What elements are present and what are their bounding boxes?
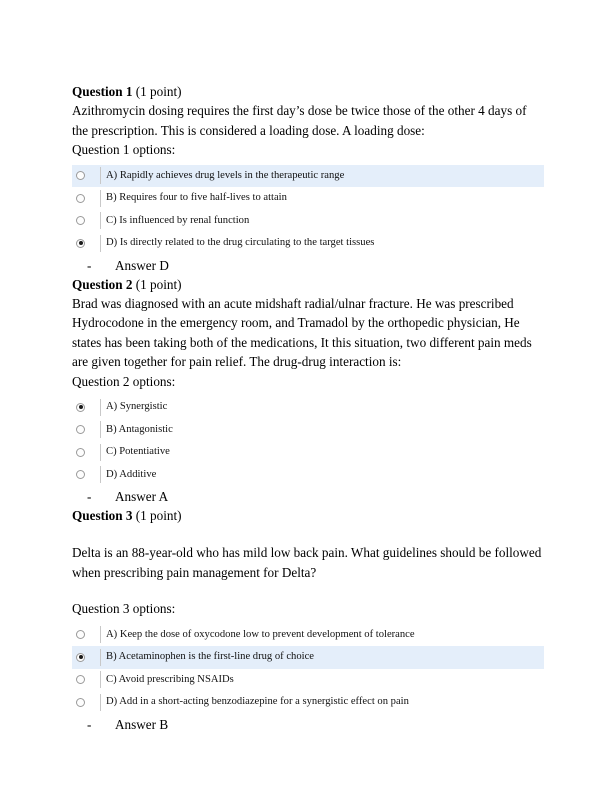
question-options-label-2: Question 2 options: (72, 373, 176, 389)
question-body-1: Azithromycin dosing requires the first day’s dose be twice those of the other 4 days of the prescription. This is considered a loading dose. A loading dose: (72, 103, 527, 138)
option-row[interactable] (72, 669, 544, 692)
document-content (72, 82, 542, 734)
option-divider (100, 466, 101, 483)
option-label: C) Is influenced by renal function (106, 214, 250, 226)
option-label: B) Acetaminophen is the first-line drug of choice (106, 651, 314, 663)
option-divider (100, 235, 101, 252)
options-list-3 (72, 624, 544, 714)
option-label: D) Additive (106, 468, 157, 480)
question-block-3 (72, 506, 542, 734)
answer-bullet-dash: - (87, 257, 92, 273)
radio-button-icon[interactable] (76, 698, 85, 707)
question-block-2 (72, 275, 542, 507)
answer-bullet-dash: - (87, 489, 92, 504)
radio-button-icon[interactable] (76, 239, 85, 248)
radio-button-icon[interactable] (76, 216, 85, 225)
option-row[interactable] (72, 691, 544, 714)
option-row[interactable] (72, 396, 544, 419)
radio-button-icon[interactable] (76, 425, 85, 434)
option-row[interactable] (72, 441, 544, 464)
radio-button-icon[interactable] (76, 171, 85, 180)
radio-button-icon[interactable] (76, 403, 85, 412)
question-options-label-1: Question 1 options: (72, 142, 176, 157)
question-heading-1 (72, 82, 542, 101)
option-label: B) Requires four to five half-lives to attain (106, 192, 287, 204)
question-title-3: Question 3 (72, 508, 133, 523)
options-list-1 (72, 165, 544, 255)
option-label: D) Add in a short-acting benzodiazepine for a synergistic effect on pain (106, 696, 409, 708)
radio-button-icon[interactable] (76, 448, 85, 457)
option-row[interactable] (72, 232, 544, 255)
option-row[interactable] (72, 165, 544, 188)
question-points-1: (1 point) (135, 84, 182, 99)
option-divider (100, 671, 101, 688)
answer-line-1 (72, 256, 542, 275)
option-label: B) Antagonistic (106, 423, 173, 435)
option-label: A) Synergistic (106, 401, 168, 413)
answer-line-3 (72, 715, 542, 734)
option-divider (100, 421, 101, 438)
option-label: A) Rapidly achieves drug levels in the therapeutic range (106, 169, 345, 181)
option-label: C) Potentiative (106, 446, 170, 458)
answer-text: Answer D (115, 257, 169, 273)
option-row[interactable] (72, 464, 544, 487)
radio-button-icon[interactable] (76, 675, 85, 684)
question-body-3: Delta is an 88-year-old who has mild low back pain. What guidelines should be followed when prescribing pain management for Delta? (72, 545, 542, 580)
option-row[interactable] (72, 187, 544, 210)
option-row[interactable] (72, 624, 544, 647)
option-divider (100, 694, 101, 711)
question-title-2: Question 2 (72, 276, 133, 292)
option-label: D) Is directly related to the drug circulating to the target tissues (106, 237, 375, 249)
option-divider (100, 399, 101, 416)
answer-text: Answer B (115, 716, 169, 732)
answer-line-2 (72, 487, 542, 506)
question-body-2: Brad was diagnosed with an acute midshaft radial/ulnar fracture. He was prescribed Hydrocodone in the emergency room, and Tramadol by the orthopedic physician, He states has been taking both of the medications, It this situation, two different pain meds are given together for pain relief. The drug-drug interaction is: (72, 295, 532, 369)
question-options-label-3: Question 3 options: (72, 601, 176, 616)
question-heading-3 (72, 506, 542, 525)
option-label: A) Keep the dose of oxycodone low to prevent development of tolerance (106, 628, 415, 640)
option-divider (100, 649, 101, 666)
option-divider (100, 444, 101, 461)
option-row[interactable] (72, 646, 544, 669)
option-row[interactable] (72, 419, 544, 442)
option-row[interactable] (72, 210, 544, 233)
radio-button-icon[interactable] (76, 630, 85, 639)
option-divider (100, 626, 101, 643)
answer-bullet-dash: - (87, 716, 92, 732)
question-title-1: Question 1 (72, 84, 133, 99)
question-points-2: (1 point) (135, 276, 182, 292)
option-divider (100, 190, 101, 207)
options-list-2 (72, 396, 544, 486)
question-block-1 (72, 82, 542, 275)
answer-text: Answer A (115, 489, 169, 504)
radio-button-icon[interactable] (76, 470, 85, 479)
question-points-3: (1 point) (135, 508, 182, 523)
option-label: C) Avoid prescribing NSAIDs (106, 673, 234, 685)
radio-button-icon[interactable] (76, 194, 85, 203)
option-divider (100, 167, 101, 184)
radio-button-icon[interactable] (76, 653, 85, 662)
question-heading-2 (72, 275, 542, 294)
option-divider (100, 212, 101, 229)
